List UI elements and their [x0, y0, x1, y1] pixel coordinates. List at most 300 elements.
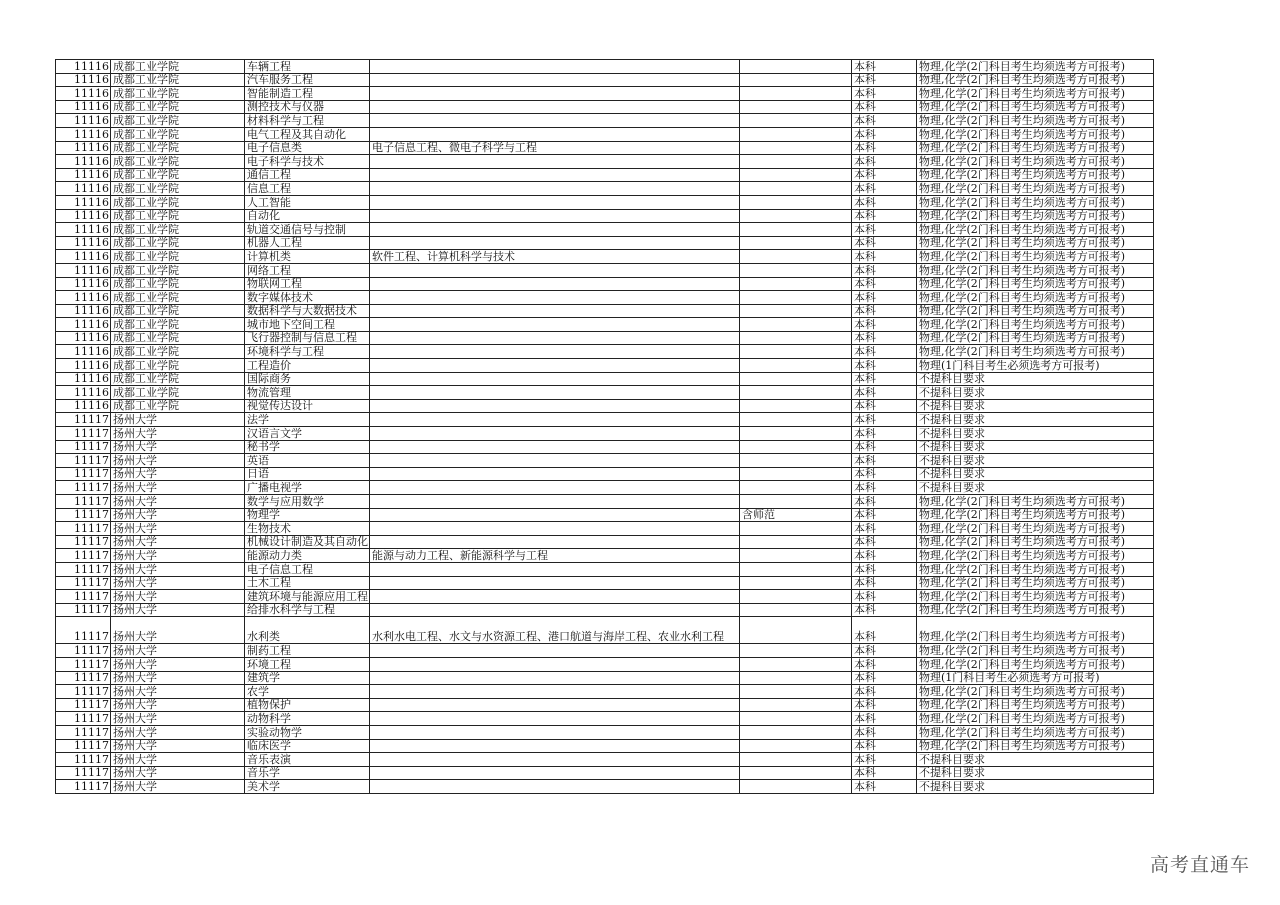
major-name-cell: 电子信息工程 [245, 562, 370, 576]
subject-requirement-cell: 物理,化学(2门科目考生均须选考方可报考) [917, 331, 1154, 345]
level-cell: 本科 [852, 73, 917, 87]
level-cell: 本科 [852, 576, 917, 590]
level-cell: 本科 [852, 739, 917, 753]
school-name-cell: 成都工业学院 [111, 372, 245, 386]
school-code-cell: 11116 [56, 304, 111, 318]
school-name-cell: 成都工业学院 [111, 209, 245, 223]
major-name-cell: 电子信息类 [245, 141, 370, 155]
included-majors-cell [370, 685, 740, 699]
subject-requirement-cell: 物理,化学(2门科目考生均须选考方可报考) [917, 223, 1154, 237]
level-cell: 本科 [852, 454, 917, 468]
subject-requirement-cell: 物理,化学(2门科目考生均须选考方可报考) [917, 250, 1154, 264]
table-row [56, 304, 1154, 318]
school-name-cell: 成都工业学院 [111, 277, 245, 291]
school-code-cell: 11116 [56, 345, 111, 359]
subject-requirement-cell: 物理,化学(2门科目考生均须选考方可报考) [917, 590, 1154, 604]
table-row [56, 291, 1154, 305]
note-cell [740, 698, 852, 712]
level-cell: 本科 [852, 223, 917, 237]
subject-requirement-cell: 不提科目要求 [917, 753, 1154, 767]
included-majors-cell [370, 644, 740, 658]
subject-requirement-cell: 不提科目要求 [917, 413, 1154, 427]
major-name-cell: 视觉传达设计 [245, 399, 370, 413]
note-cell [740, 291, 852, 305]
school-code-cell: 11117 [56, 617, 111, 644]
level-cell: 本科 [852, 562, 917, 576]
subject-requirement-cell: 不提科目要求 [917, 766, 1154, 780]
school-name-cell: 成都工业学院 [111, 168, 245, 182]
admission-requirements-table [55, 59, 1154, 794]
table-row [56, 685, 1154, 699]
school-code-cell: 11116 [56, 73, 111, 87]
table-row [56, 345, 1154, 359]
included-majors-cell [370, 100, 740, 114]
level-cell: 本科 [852, 535, 917, 549]
level-cell: 本科 [852, 372, 917, 386]
included-majors-cell [370, 263, 740, 277]
included-majors-cell: 电子信息工程、微电子科学与工程 [370, 141, 740, 155]
note-cell [740, 644, 852, 658]
subject-requirement-cell: 物理,化学(2门科目考生均须选考方可报考) [917, 114, 1154, 128]
included-majors-cell [370, 277, 740, 291]
school-name-cell: 成都工业学院 [111, 223, 245, 237]
included-majors-cell [370, 372, 740, 386]
school-name-cell: 扬州大学 [111, 522, 245, 536]
subject-requirement-cell: 物理,化学(2门科目考生均须选考方可报考) [917, 535, 1154, 549]
included-majors-cell [370, 440, 740, 454]
subject-requirement-cell: 不提科目要求 [917, 372, 1154, 386]
included-majors-cell [370, 386, 740, 400]
subject-requirement-cell: 不提科目要求 [917, 440, 1154, 454]
school-code-cell: 11116 [56, 209, 111, 223]
subject-requirement-cell: 物理,化学(2门科目考生均须选考方可报考) [917, 562, 1154, 576]
school-name-cell: 扬州大学 [111, 535, 245, 549]
school-code-cell: 11116 [56, 372, 111, 386]
included-majors-cell [370, 345, 740, 359]
major-name-cell: 生物技术 [245, 522, 370, 536]
subject-requirement-cell: 物理,化学(2门科目考生均须选考方可报考) [917, 617, 1154, 644]
subject-requirement-cell: 物理,化学(2门科目考生均须选考方可报考) [917, 304, 1154, 318]
major-name-cell: 英语 [245, 454, 370, 468]
subject-requirement-cell: 不提科目要求 [917, 467, 1154, 481]
school-name-cell: 成都工业学院 [111, 87, 245, 101]
included-majors-cell [370, 739, 740, 753]
school-code-cell: 11117 [56, 671, 111, 685]
school-code-cell: 11116 [56, 87, 111, 101]
major-name-cell: 网络工程 [245, 263, 370, 277]
school-name-cell: 扬州大学 [111, 712, 245, 726]
school-code-cell: 11117 [56, 467, 111, 481]
school-code-cell: 11116 [56, 223, 111, 237]
major-name-cell: 国际商务 [245, 372, 370, 386]
major-name-cell: 数字媒体技术 [245, 291, 370, 305]
note-cell [740, 182, 852, 196]
subject-requirement-cell: 物理,化学(2门科目考生均须选考方可报考) [917, 685, 1154, 699]
table-row [56, 100, 1154, 114]
school-code-cell: 11116 [56, 386, 111, 400]
major-name-cell: 临床医学 [245, 739, 370, 753]
school-name-cell: 成都工业学院 [111, 291, 245, 305]
included-majors-cell [370, 291, 740, 305]
table-row [56, 508, 1154, 522]
note-cell [740, 168, 852, 182]
note-cell [740, 671, 852, 685]
subject-requirement-cell: 物理,化学(2门科目考生均须选考方可报考) [917, 549, 1154, 563]
note-cell [740, 535, 852, 549]
level-cell: 本科 [852, 127, 917, 141]
school-name-cell: 成都工业学院 [111, 114, 245, 128]
table-row [56, 549, 1154, 563]
major-name-cell: 物流管理 [245, 386, 370, 400]
level-cell: 本科 [852, 671, 917, 685]
level-cell: 本科 [852, 155, 917, 169]
included-majors-cell [370, 195, 740, 209]
table-row [56, 766, 1154, 780]
school-code-cell: 11116 [56, 141, 111, 155]
note-cell [740, 114, 852, 128]
note-cell [740, 427, 852, 441]
note-cell [740, 60, 852, 74]
level-cell: 本科 [852, 263, 917, 277]
major-name-cell: 音乐学 [245, 766, 370, 780]
school-name-cell: 扬州大学 [111, 780, 245, 794]
included-majors-cell [370, 182, 740, 196]
major-name-cell: 日语 [245, 467, 370, 481]
major-name-cell: 美术学 [245, 780, 370, 794]
included-majors-cell [370, 114, 740, 128]
school-name-cell: 成都工业学院 [111, 345, 245, 359]
school-name-cell: 扬州大学 [111, 481, 245, 495]
school-code-cell: 11116 [56, 168, 111, 182]
school-name-cell: 扬州大学 [111, 440, 245, 454]
level-cell: 本科 [852, 427, 917, 441]
subject-requirement-cell: 物理,化学(2门科目考生均须选考方可报考) [917, 73, 1154, 87]
note-cell [740, 263, 852, 277]
note-cell [740, 223, 852, 237]
major-name-cell: 农学 [245, 685, 370, 699]
subject-requirement-cell: 不提科目要求 [917, 454, 1154, 468]
subject-requirement-cell: 物理(1门科目考生必须选考方可报考) [917, 359, 1154, 373]
school-name-cell: 成都工业学院 [111, 250, 245, 264]
level-cell: 本科 [852, 766, 917, 780]
school-code-cell: 11116 [56, 195, 111, 209]
included-majors-cell [370, 304, 740, 318]
school-code-cell: 11117 [56, 522, 111, 536]
school-code-cell: 11117 [56, 413, 111, 427]
included-majors-cell [370, 60, 740, 74]
major-name-cell: 飞行器控制与信息工程 [245, 331, 370, 345]
table-row [56, 127, 1154, 141]
level-cell: 本科 [852, 304, 917, 318]
major-name-cell: 电气工程及其自动化 [245, 127, 370, 141]
note-cell [740, 454, 852, 468]
note-cell [740, 467, 852, 481]
school-code-cell: 11116 [56, 60, 111, 74]
level-cell: 本科 [852, 114, 917, 128]
subject-requirement-cell: 物理,化学(2门科目考生均须选考方可报考) [917, 209, 1154, 223]
major-name-cell: 物理学 [245, 508, 370, 522]
school-name-cell: 扬州大学 [111, 562, 245, 576]
school-code-cell: 11117 [56, 603, 111, 617]
school-name-cell: 扬州大学 [111, 413, 245, 427]
note-cell [740, 318, 852, 332]
subject-requirement-cell: 物理,化学(2门科目考生均须选考方可报考) [917, 725, 1154, 739]
table-row [56, 753, 1154, 767]
level-cell: 本科 [852, 236, 917, 250]
major-name-cell: 秘书学 [245, 440, 370, 454]
level-cell: 本科 [852, 87, 917, 101]
included-majors-cell [370, 155, 740, 169]
included-majors-cell [370, 73, 740, 87]
level-cell: 本科 [852, 100, 917, 114]
note-cell [740, 127, 852, 141]
note-cell [740, 250, 852, 264]
table-row [56, 427, 1154, 441]
note-cell [740, 277, 852, 291]
note-cell [740, 195, 852, 209]
school-code-cell: 11116 [56, 291, 111, 305]
table-row [56, 236, 1154, 250]
school-name-cell: 扬州大学 [111, 495, 245, 509]
major-name-cell: 土木工程 [245, 576, 370, 590]
subject-requirement-cell: 物理,化学(2门科目考生均须选考方可报考) [917, 698, 1154, 712]
school-code-cell: 11117 [56, 576, 111, 590]
note-cell [740, 576, 852, 590]
included-majors-cell [370, 399, 740, 413]
major-name-cell: 计算机类 [245, 250, 370, 264]
included-majors-cell [370, 725, 740, 739]
included-majors-cell [370, 359, 740, 373]
table-row [56, 698, 1154, 712]
level-cell: 本科 [852, 318, 917, 332]
major-name-cell: 物联网工程 [245, 277, 370, 291]
major-name-cell: 数学与应用数学 [245, 495, 370, 509]
included-majors-cell: 能源与动力工程、新能源科学与工程 [370, 549, 740, 563]
subject-requirement-cell: 物理,化学(2门科目考生均须选考方可报考) [917, 739, 1154, 753]
note-cell [740, 603, 852, 617]
school-code-cell: 11117 [56, 753, 111, 767]
school-name-cell: 成都工业学院 [111, 100, 245, 114]
level-cell: 本科 [852, 345, 917, 359]
table-row [56, 318, 1154, 332]
level-cell: 本科 [852, 780, 917, 794]
note-cell [740, 657, 852, 671]
table-row [56, 495, 1154, 509]
school-name-cell: 扬州大学 [111, 698, 245, 712]
level-cell: 本科 [852, 209, 917, 223]
included-majors-cell [370, 766, 740, 780]
school-name-cell: 扬州大学 [111, 549, 245, 563]
school-name-cell: 扬州大学 [111, 576, 245, 590]
school-code-cell: 11117 [56, 739, 111, 753]
table-row [56, 725, 1154, 739]
level-cell: 本科 [852, 250, 917, 264]
school-name-cell: 成都工业学院 [111, 127, 245, 141]
major-name-cell: 通信工程 [245, 168, 370, 182]
school-code-cell: 11117 [56, 725, 111, 739]
table-row [56, 60, 1154, 74]
note-cell [740, 739, 852, 753]
major-name-cell: 电子科学与技术 [245, 155, 370, 169]
school-code-cell: 11116 [56, 155, 111, 169]
note-cell [740, 590, 852, 604]
table-row [56, 209, 1154, 223]
included-majors-cell [370, 753, 740, 767]
included-majors-cell [370, 495, 740, 509]
major-name-cell: 智能制造工程 [245, 87, 370, 101]
subject-requirement-cell: 物理,化学(2门科目考生均须选考方可报考) [917, 182, 1154, 196]
note-cell [740, 87, 852, 101]
school-name-cell: 成都工业学院 [111, 141, 245, 155]
included-majors-cell [370, 481, 740, 495]
level-cell: 本科 [852, 590, 917, 604]
subject-requirement-cell: 物理,化学(2门科目考生均须选考方可报考) [917, 277, 1154, 291]
table-row [56, 481, 1154, 495]
included-majors-cell [370, 413, 740, 427]
subject-requirement-cell: 不提科目要求 [917, 386, 1154, 400]
note-cell [740, 372, 852, 386]
table-row [56, 263, 1154, 277]
school-code-cell: 11117 [56, 454, 111, 468]
included-majors-cell [370, 522, 740, 536]
level-cell: 本科 [852, 549, 917, 563]
school-name-cell: 成都工业学院 [111, 318, 245, 332]
table-row [56, 657, 1154, 671]
note-cell [740, 725, 852, 739]
major-name-cell: 测控技术与仪器 [245, 100, 370, 114]
note-cell [740, 766, 852, 780]
school-name-cell: 扬州大学 [111, 427, 245, 441]
note-cell [740, 780, 852, 794]
table-row [56, 454, 1154, 468]
note-cell [740, 562, 852, 576]
major-name-cell: 环境科学与工程 [245, 345, 370, 359]
school-code-cell: 11116 [56, 359, 111, 373]
school-code-cell: 11116 [56, 114, 111, 128]
school-code-cell: 11117 [56, 590, 111, 604]
included-majors-cell [370, 87, 740, 101]
subject-requirement-cell: 物理,化学(2门科目考生均须选考方可报考) [917, 263, 1154, 277]
table-row [56, 739, 1154, 753]
included-majors-cell: 水利水电工程、水文与水资源工程、港口航道与海岸工程、农业水利工程 [370, 617, 740, 644]
subject-requirement-cell: 物理,化学(2门科目考生均须选考方可报考) [917, 495, 1154, 509]
table-row [56, 372, 1154, 386]
included-majors-cell [370, 168, 740, 182]
table-row [56, 277, 1154, 291]
level-cell: 本科 [852, 522, 917, 536]
note-cell [740, 440, 852, 454]
level-cell: 本科 [852, 359, 917, 373]
table-row [56, 413, 1154, 427]
school-name-cell: 成都工业学院 [111, 386, 245, 400]
major-name-cell: 建筑环境与能源应用工程 [245, 590, 370, 604]
level-cell: 本科 [852, 657, 917, 671]
subject-requirement-cell: 物理,化学(2门科目考生均须选考方可报考) [917, 127, 1154, 141]
table-row [56, 603, 1154, 617]
level-cell: 本科 [852, 386, 917, 400]
table-row [56, 223, 1154, 237]
note-cell [740, 712, 852, 726]
school-code-cell: 11117 [56, 549, 111, 563]
watermark-text: 高考直通车 [1149, 854, 1250, 876]
school-name-cell: 成都工业学院 [111, 304, 245, 318]
school-name-cell: 扬州大学 [111, 467, 245, 481]
level-cell: 本科 [852, 495, 917, 509]
subject-requirement-cell: 物理,化学(2门科目考生均须选考方可报考) [917, 168, 1154, 182]
school-code-cell: 11116 [56, 277, 111, 291]
table-row [56, 155, 1154, 169]
note-cell [740, 549, 852, 563]
school-name-cell: 扬州大学 [111, 671, 245, 685]
subject-requirement-cell: 物理,化学(2门科目考生均须选考方可报考) [917, 195, 1154, 209]
included-majors-cell [370, 671, 740, 685]
school-name-cell: 成都工业学院 [111, 195, 245, 209]
school-code-cell: 11117 [56, 495, 111, 509]
level-cell: 本科 [852, 712, 917, 726]
table-row [56, 195, 1154, 209]
major-name-cell: 车辆工程 [245, 60, 370, 74]
included-majors-cell [370, 780, 740, 794]
school-code-cell: 11117 [56, 712, 111, 726]
included-majors-cell [370, 467, 740, 481]
level-cell: 本科 [852, 60, 917, 74]
major-name-cell: 材料科学与工程 [245, 114, 370, 128]
major-name-cell: 人工智能 [245, 195, 370, 209]
major-name-cell: 植物保护 [245, 698, 370, 712]
level-cell: 本科 [852, 440, 917, 454]
note-cell [740, 331, 852, 345]
note-cell [740, 617, 852, 644]
major-name-cell: 给排水科学与工程 [245, 603, 370, 617]
major-name-cell: 制药工程 [245, 644, 370, 658]
included-majors-cell [370, 127, 740, 141]
school-code-cell: 11117 [56, 427, 111, 441]
school-name-cell: 成都工业学院 [111, 399, 245, 413]
subject-requirement-cell: 物理,化学(2门科目考生均须选考方可报考) [917, 60, 1154, 74]
level-cell: 本科 [852, 685, 917, 699]
school-name-cell: 成都工业学院 [111, 155, 245, 169]
note-cell [740, 236, 852, 250]
table-row [56, 182, 1154, 196]
table-row [56, 440, 1154, 454]
included-majors-cell: 软件工程、计算机科学与技术 [370, 250, 740, 264]
included-majors-cell [370, 318, 740, 332]
note-cell [740, 413, 852, 427]
major-name-cell: 广播电视学 [245, 481, 370, 495]
included-majors-cell [370, 427, 740, 441]
included-majors-cell [370, 454, 740, 468]
included-majors-cell [370, 535, 740, 549]
school-name-cell: 成都工业学院 [111, 331, 245, 345]
note-cell [740, 399, 852, 413]
school-name-cell: 扬州大学 [111, 766, 245, 780]
school-code-cell: 11117 [56, 657, 111, 671]
table-row [56, 522, 1154, 536]
school-code-cell: 11117 [56, 535, 111, 549]
school-name-cell: 成都工业学院 [111, 73, 245, 87]
note-cell [740, 685, 852, 699]
school-name-cell: 扬州大学 [111, 657, 245, 671]
school-name-cell: 成都工业学院 [111, 236, 245, 250]
school-name-cell: 扬州大学 [111, 508, 245, 522]
school-code-cell: 11117 [56, 685, 111, 699]
note-cell [740, 304, 852, 318]
level-cell: 本科 [852, 291, 917, 305]
included-majors-cell [370, 236, 740, 250]
major-name-cell: 汉语言文学 [245, 427, 370, 441]
level-cell: 本科 [852, 753, 917, 767]
school-code-cell: 11117 [56, 508, 111, 522]
